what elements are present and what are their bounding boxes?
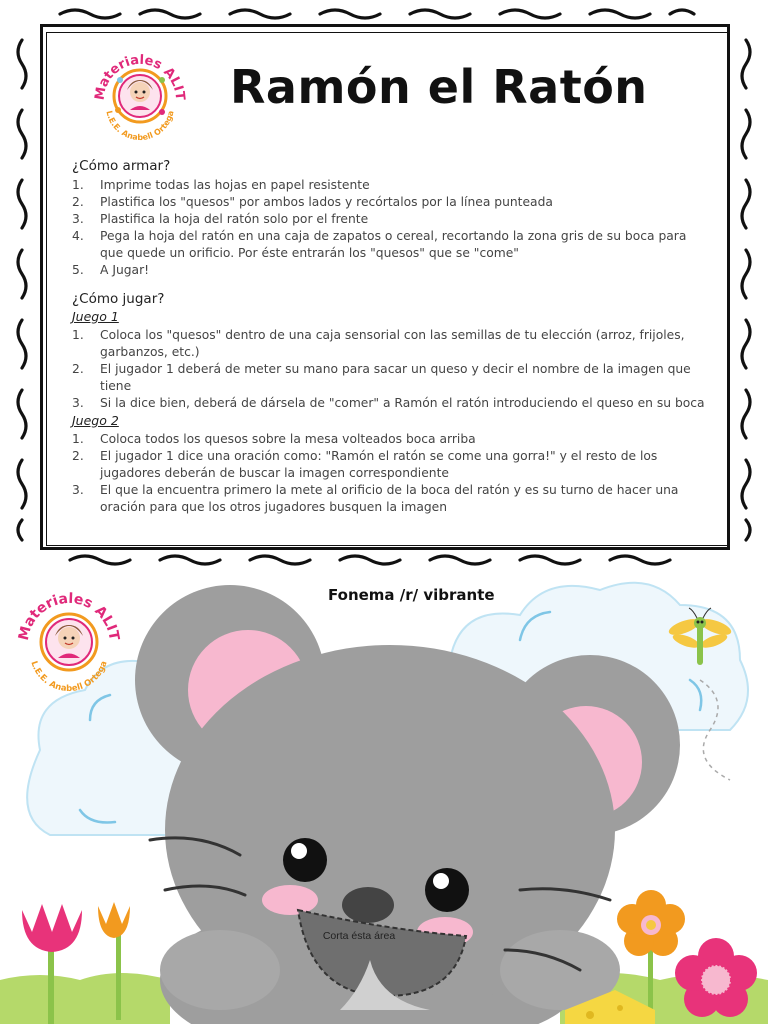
armar-item-number: 5.: [72, 263, 84, 277]
armar-item-number: 1.: [72, 178, 84, 192]
juego1-item-text: El jugador 1 deberá de meter su mano para sacar un queso y decir el nombre de la imagen que tiene: [100, 362, 691, 393]
cut-area-label: Corta ésta área: [322, 930, 396, 942]
materiales-alit-logo-bottom: [4, 582, 134, 694]
armar-list: [72, 177, 712, 279]
svg-text:L.E.E. Anabell Ortega: [104, 110, 175, 142]
juego2-item: [72, 482, 712, 516]
armar-item: [72, 228, 712, 262]
juego2-item-number: 3.: [72, 483, 84, 497]
armar-item-number: 3.: [72, 212, 84, 226]
juego1-item-number: 1.: [72, 328, 84, 342]
juego2-item-text: El que la encuentra primero la mete al orificio de la boca del ratón y es su turno de hacer una oración para que los otros jugadores busquen la imagen: [100, 483, 679, 514]
juego1-item: [72, 395, 712, 412]
juego2-item-text: El jugador 1 dice una oración como: "Ramón el ratón se come una gorra!" y el resto de los jugadores deberán de buscar la imagen correspondiente: [100, 449, 658, 480]
juego1-item-number: 2.: [72, 362, 84, 376]
juego2-item-number: 2.: [72, 449, 84, 463]
page-title: Ramón el Ratón: [230, 60, 648, 114]
armar-item-number: 4.: [72, 229, 84, 243]
armar-item: [72, 177, 712, 194]
armar-item-text: Pega la hoja del ratón en una caja de zapatos o cereal, recortando la zona gris de su boca para que quede un orificio. Por éste entrarán los "quesos" que se "come": [100, 229, 687, 260]
logo-text-arc: [80, 40, 200, 145]
juego2-item-text: Coloca todos los quesos sobre la mesa volteados boca arriba: [100, 432, 476, 446]
juego1-item-text: Si la dice bien, deberá de dársela de "comer" a Ramón el ratón introduciendo el queso en su boca: [100, 396, 705, 410]
juego1-label: Juego 1: [72, 309, 119, 324]
logo-bottom-line1: Materiales ALIT: [15, 590, 122, 642]
juego1-item: [72, 327, 712, 361]
logo-line2: L.E.E. Anabell Ortega: [104, 109, 176, 143]
armar-item-text: Imprime todas las hojas en papel resistente: [100, 178, 370, 192]
juego1-item-text: Coloca los "quesos" dentro de una caja sensorial con las semillas de tu elección (arroz, frijoles, garbanzos, etc.): [100, 328, 685, 359]
svg-text:Materiales ALIT: [93, 53, 188, 101]
armar-item-number: 2.: [72, 195, 84, 209]
juego2-item: [72, 431, 712, 448]
juego2-label: Juego 2: [72, 413, 119, 428]
logo-bottom-line2: L.E.E. Anabell Ortega: [28, 659, 110, 694]
armar-item-text: Plastifica los "quesos" por ambos lados y recórtalos por la línea punteada: [100, 195, 553, 209]
armar-item: [72, 211, 712, 228]
juego2-item: [72, 448, 712, 482]
juego2-list: [72, 431, 712, 516]
jugar-heading: ¿Cómo jugar?: [72, 291, 165, 307]
armar-heading: ¿Cómo armar?: [72, 158, 171, 174]
logo-line1: Materiales ALIT: [92, 52, 188, 102]
juego1-item-number: 3.: [72, 396, 84, 410]
armar-item-text: A Jugar!: [100, 263, 150, 277]
juego1-item: [72, 361, 712, 395]
armar-item: [72, 262, 712, 279]
fonema-label: Fonema /r/ vibrante: [328, 586, 495, 604]
instructions: [72, 158, 712, 516]
juego1-list: [72, 327, 712, 412]
armar-item: [72, 194, 712, 211]
juego2-item-number: 1.: [72, 432, 84, 446]
armar-item-text: Plastifica la hoja del ratón solo por el frente: [100, 212, 369, 226]
